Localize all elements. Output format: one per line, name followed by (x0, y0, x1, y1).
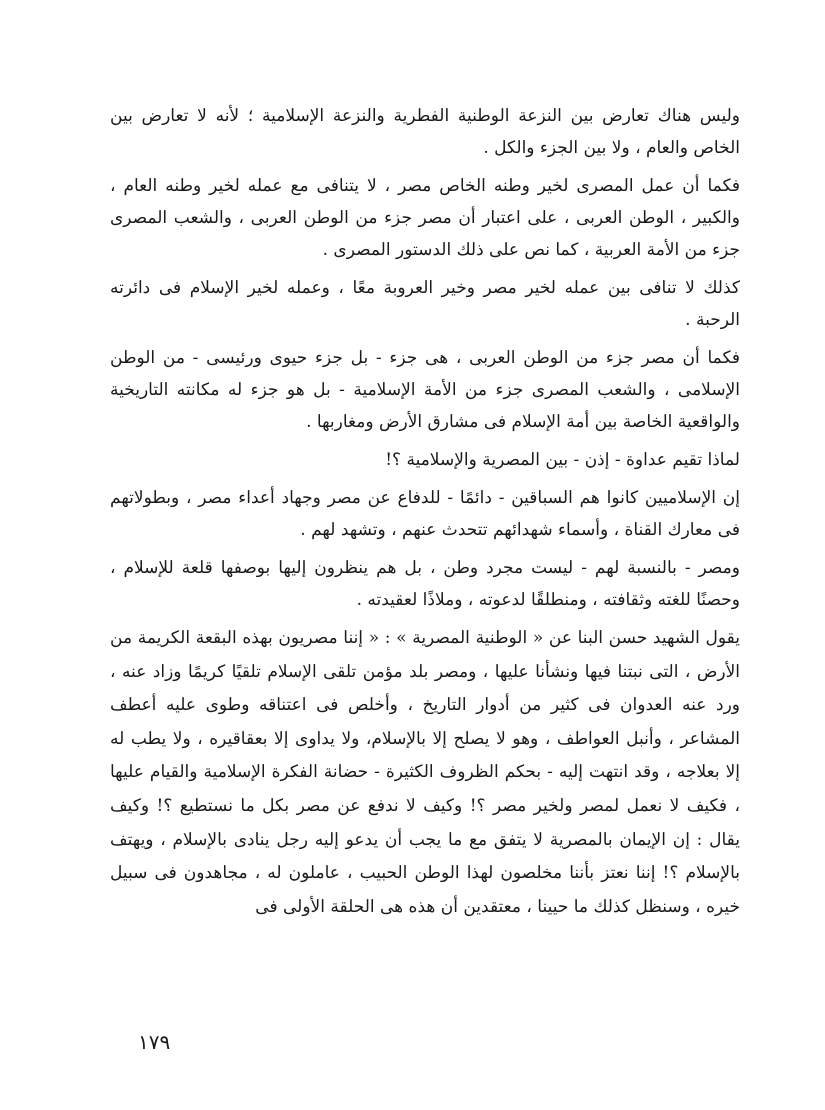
paragraph-1: وليس هناك تعارض بين النزعة الوطنية الفطرية والنزعة الإسلامية ؛ لأنه لا تعارض بين الخاص والعام ، ولا بين الجزء والكل . (110, 106, 740, 158)
page-body (110, 100, 740, 930)
paragraph-7: ومصر - بالنسبة لهم - ليست مجرد وطن ، بل هم ينظرون إليها بوصفها قلعة للإسلام ، وحصنًا للغته وثقافته ، ومنطلقًا لدعوته ، وملاذًا لعقيدته . (110, 558, 740, 610)
paragraph-8: يقول الشهيد حسن البنا عن « الوطنية المصرية » : « إننا مصريون بهذه البقعة الكريمة من الأرض ، التى نبتنا فيها ونشأنا عليها ، ومصر بلد مؤمن تلقى الإسلام تلقيًا كريمًا وزاد عنه ، ورد عنه العدوان فى كثير من أدوار التاريخ ، وأخلص فى اعتناقه وطوى عليه أعطف المشاعر ، وأنبل العواطف ، وهو لا يصلح إلا بالإسلام، ولا يداوى إلا بعقاقيره ، ولا يطب له إلا بعلاجه ، وقد انتهت إليه - بحكم الظروف الكثيرة - حضانة الفكرة الإسلامية والقيام عليها ، فكيف لا نعمل لمصر ولخير مصر ؟! وكيف لا ندفع عن مصر بكل ما نستطيع ؟! وكيف يقال : إن الإيمان بالمصرية لا يتفق مع ما يجب أن يدعو إليه رجل ينادى بالإسلام ، ويهتف بالإسلام ؟! إننا نعتز بأننا مخلصون لهذا الوطن الحبيب ، عاملون له ، مجاهدون فى سبيل خيره ، وسنظل كذلك ما حيينا ، معتقدين أن هذه هى الحلقة الأولى فى (110, 628, 740, 917)
paragraph-2: فكما أن عمل المصرى لخير وطنه الخاص مصر ، لا يتنافى مع عمله لخير وطنه العام ، والكبير ، الوطن العربى ، على اعتبار أن مصر جزء من الوطن العربى ، والشعب المصرى جزء من الأمة العربية ، كما نص على ذلك الدستور المصرى . (110, 176, 740, 260)
paragraph-3: كذلك لا تنافى بين عمله لخير مصر وخير العروبة معًا ، وعمله لخير الإسلام فى دائرته الرحبة . (110, 278, 740, 330)
paragraph-5: لماذا تقيم عداوة - إذن - بين المصرية والإسلامية ؟! (385, 450, 740, 470)
paragraph-6: إن الإسلاميين كانوا هم السباقين - دائمًا - للدفاع عن مصر وجهاد أعداء مصر ، وبطولاتهم فى معارك القناة ، وأسماء شهدائهم تتحدث عنهم ، وتشهد لهم . (110, 488, 740, 540)
paragraph-4: فكما أن مصر جزء من الوطن العربى ، هى جزء - بل جزء حيوى ورئيسى - من الوطن الإسلامى ، والشعب المصرى جزء من الأمة الإسلامية - بل هو جزء له مكانته التاريخية والواقعية الخاصة بين أمة الإسلام فى مشارق الأرض ومغاربها . (110, 348, 740, 432)
page-number: ١٧٩ (138, 1030, 171, 1054)
